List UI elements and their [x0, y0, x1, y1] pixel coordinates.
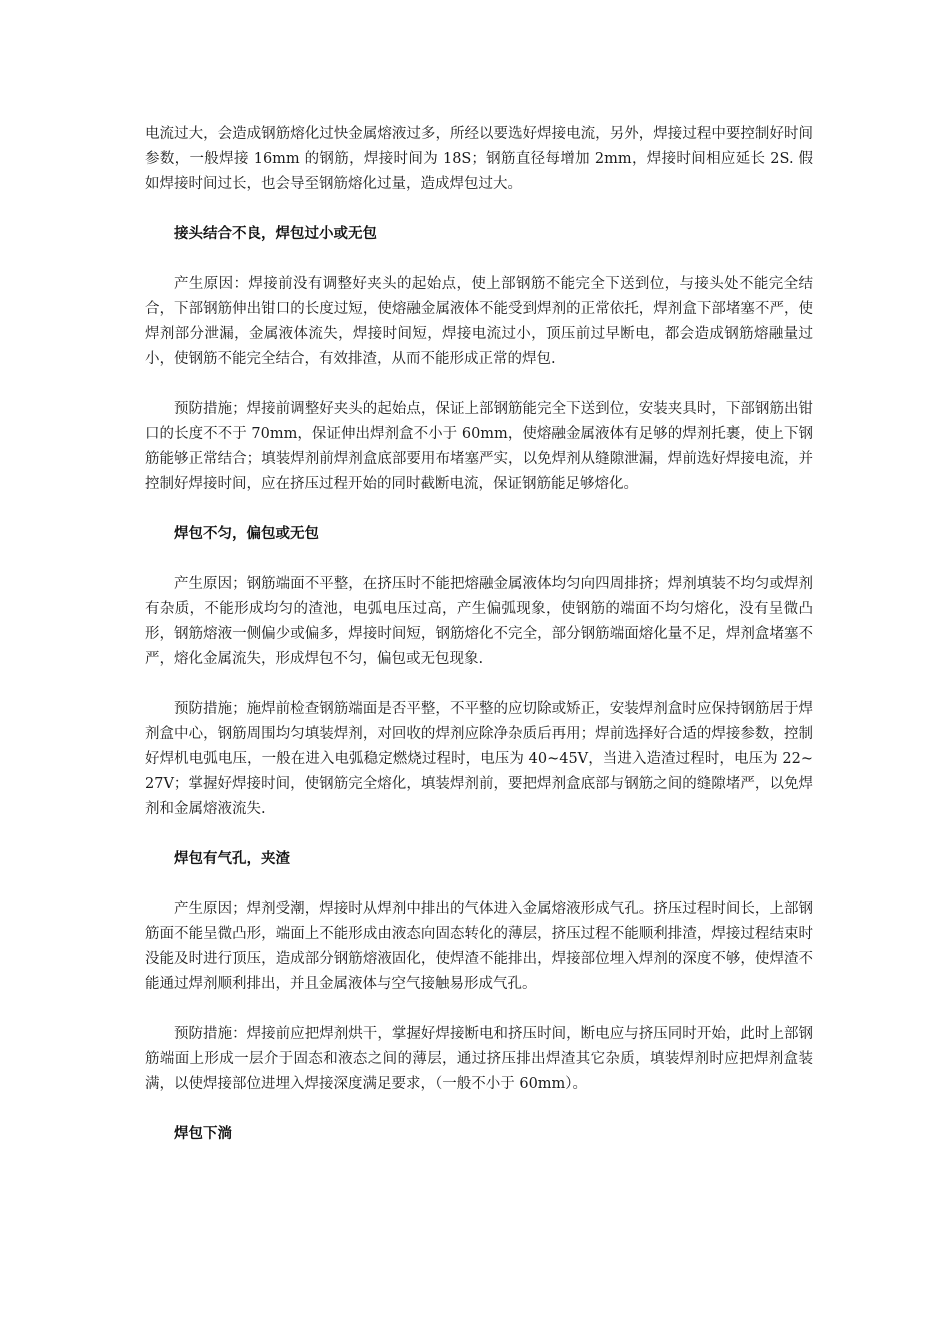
intro-paragraph: 电流过大，会造成钢筋熔化过快金属熔液过多，所经以要选好焊接电流，另外，焊接过程中要控制好时间参数，一般焊接 16mm 的钢筋，焊接时间为 18S；钢筋直径每增加 2mm，焊接时间相应延长 2S. 假如焊接时间过长，也会导至钢筋熔化过量，造成焊包过大。 [145, 126, 813, 192]
prevention-paragraph-poor-bonding: 预防措施；焊接前调整好夹头的起始点，保证上部钢筋能完全下送到位，安装夹具时，下部钢筋出钳口的长度不不于 70mm，保证伸出焊剂盒不小于 60mm，使熔融金属液体有足够的焊剂托裹，使上下钢筋能够正常结合；填装焊剂前焊剂盒底部要用布堵塞严实，以免焊剂从缝隙泄漏，焊前选好焊接电流，并控制好焊接时间，应在挤压过程开始的同时截断电流，保证钢筋能足够熔化。 [145, 401, 813, 492]
spacer [145, 822, 813, 847]
prevention-paragraph-porosity-slag: 预防措施：焊接前应把焊剂烘干，掌握好焊接断电和挤压时间，断电应与挤压同时开始，此时上部钢筋端面上形成一层介于固态和液态之间的薄层，通过挤压排出焊渣其它杂质，填装焊剂时应把焊剂盒装满，以使焊接部位进埋入焊接深度满足要求，（一般不小于 60mm）。 [145, 1026, 813, 1092]
spacer [145, 997, 813, 1022]
spacer [145, 872, 813, 897]
spacer [145, 547, 813, 572]
document-body [145, 122, 813, 1147]
cause-paragraph-poor-bonding: 产生原因：焊接前没有调整好夹头的起始点，使上部钢筋不能完全下送到位，与接头处不能完全结合，下部钢筋伸出钳口的长度过短，使熔融金属液体不能受到焊剂的正常依托，焊剂盒下部堵塞不严，使焊剂部分泄漏，金属液体流失，焊接时间短，焊接电流过小，顶压前过早断电，都会造成钢筋熔融量过小，使钢筋不能完全结合，有效排渣，从而不能形成正常的焊包. [145, 276, 813, 367]
cause-paragraph-uneven-weld: 产生原因；钢筋端面不平整，在挤压时不能把熔融金属液体均匀向四周排挤；焊剂填装不均匀或焊剂有杂质，不能形成均匀的渣池，电弧电压过高，产生偏弧现象，使钢筋的端面不均匀熔化，没有呈微凸形，钢筋熔液一侧偏少或偏多，焊接时间短，钢筋熔化不完全，部分钢筋端面熔化量不足，焊剂盒堵塞不严，熔化金属流失，形成焊包不匀，偏包或无包现象. [145, 576, 813, 667]
section-heading-uneven-weld: 焊包不匀，偏包或无包 [174, 526, 319, 542]
section-heading-porosity-slag: 焊包有气孔，夹渣 [174, 851, 290, 867]
section-heading-weld-sagging: 焊包下淌 [174, 1126, 232, 1142]
spacer [145, 672, 813, 697]
cause-paragraph-porosity-slag: 产生原因；焊剂受潮，焊接时从焊剂中排出的气体进入金属熔液形成气孔。挤压过程时间长，上部钢筋面不能呈微凸形，端面上不能形成由液态向固态转化的薄层，挤压过程不能顺利排渣，焊接过程结束时没能及时进行顶压，造成部分钢筋熔液固化，使焊渣不能排出，焊接部位埋入焊剂的深度不够，使焊渣不能通过焊剂顺利排出，并且金属液体与空气接触易形成气孔。 [145, 901, 813, 992]
spacer [145, 1097, 813, 1122]
spacer [145, 247, 813, 272]
spacer [145, 372, 813, 397]
section-heading-poor-bonding: 接头结合不良，焊包过小或无包 [174, 226, 377, 242]
spacer [145, 497, 813, 522]
spacer [145, 197, 813, 222]
prevention-paragraph-uneven-weld: 预防措施；施焊前检查钢筋端面是否平整，不平整的应切除或矫正，安装焊剂盒时应保持钢筋居于焊剂盒中心，钢筋周围均匀填装焊剂，对回收的焊剂应除净杂质后再用；焊前选择好合适的焊接参数，控制好焊机电弧电压，一般在进入电弧稳定燃烧过程时，电压为 40~45V，当进入造渣过程时，电压为 22~27V；掌握好焊接时间，使钢筋完全熔化，填装焊剂前，要把焊剂盒底部与钢筋之间的缝隙堵严，以免焊剂和金属熔液流失. [145, 701, 813, 817]
